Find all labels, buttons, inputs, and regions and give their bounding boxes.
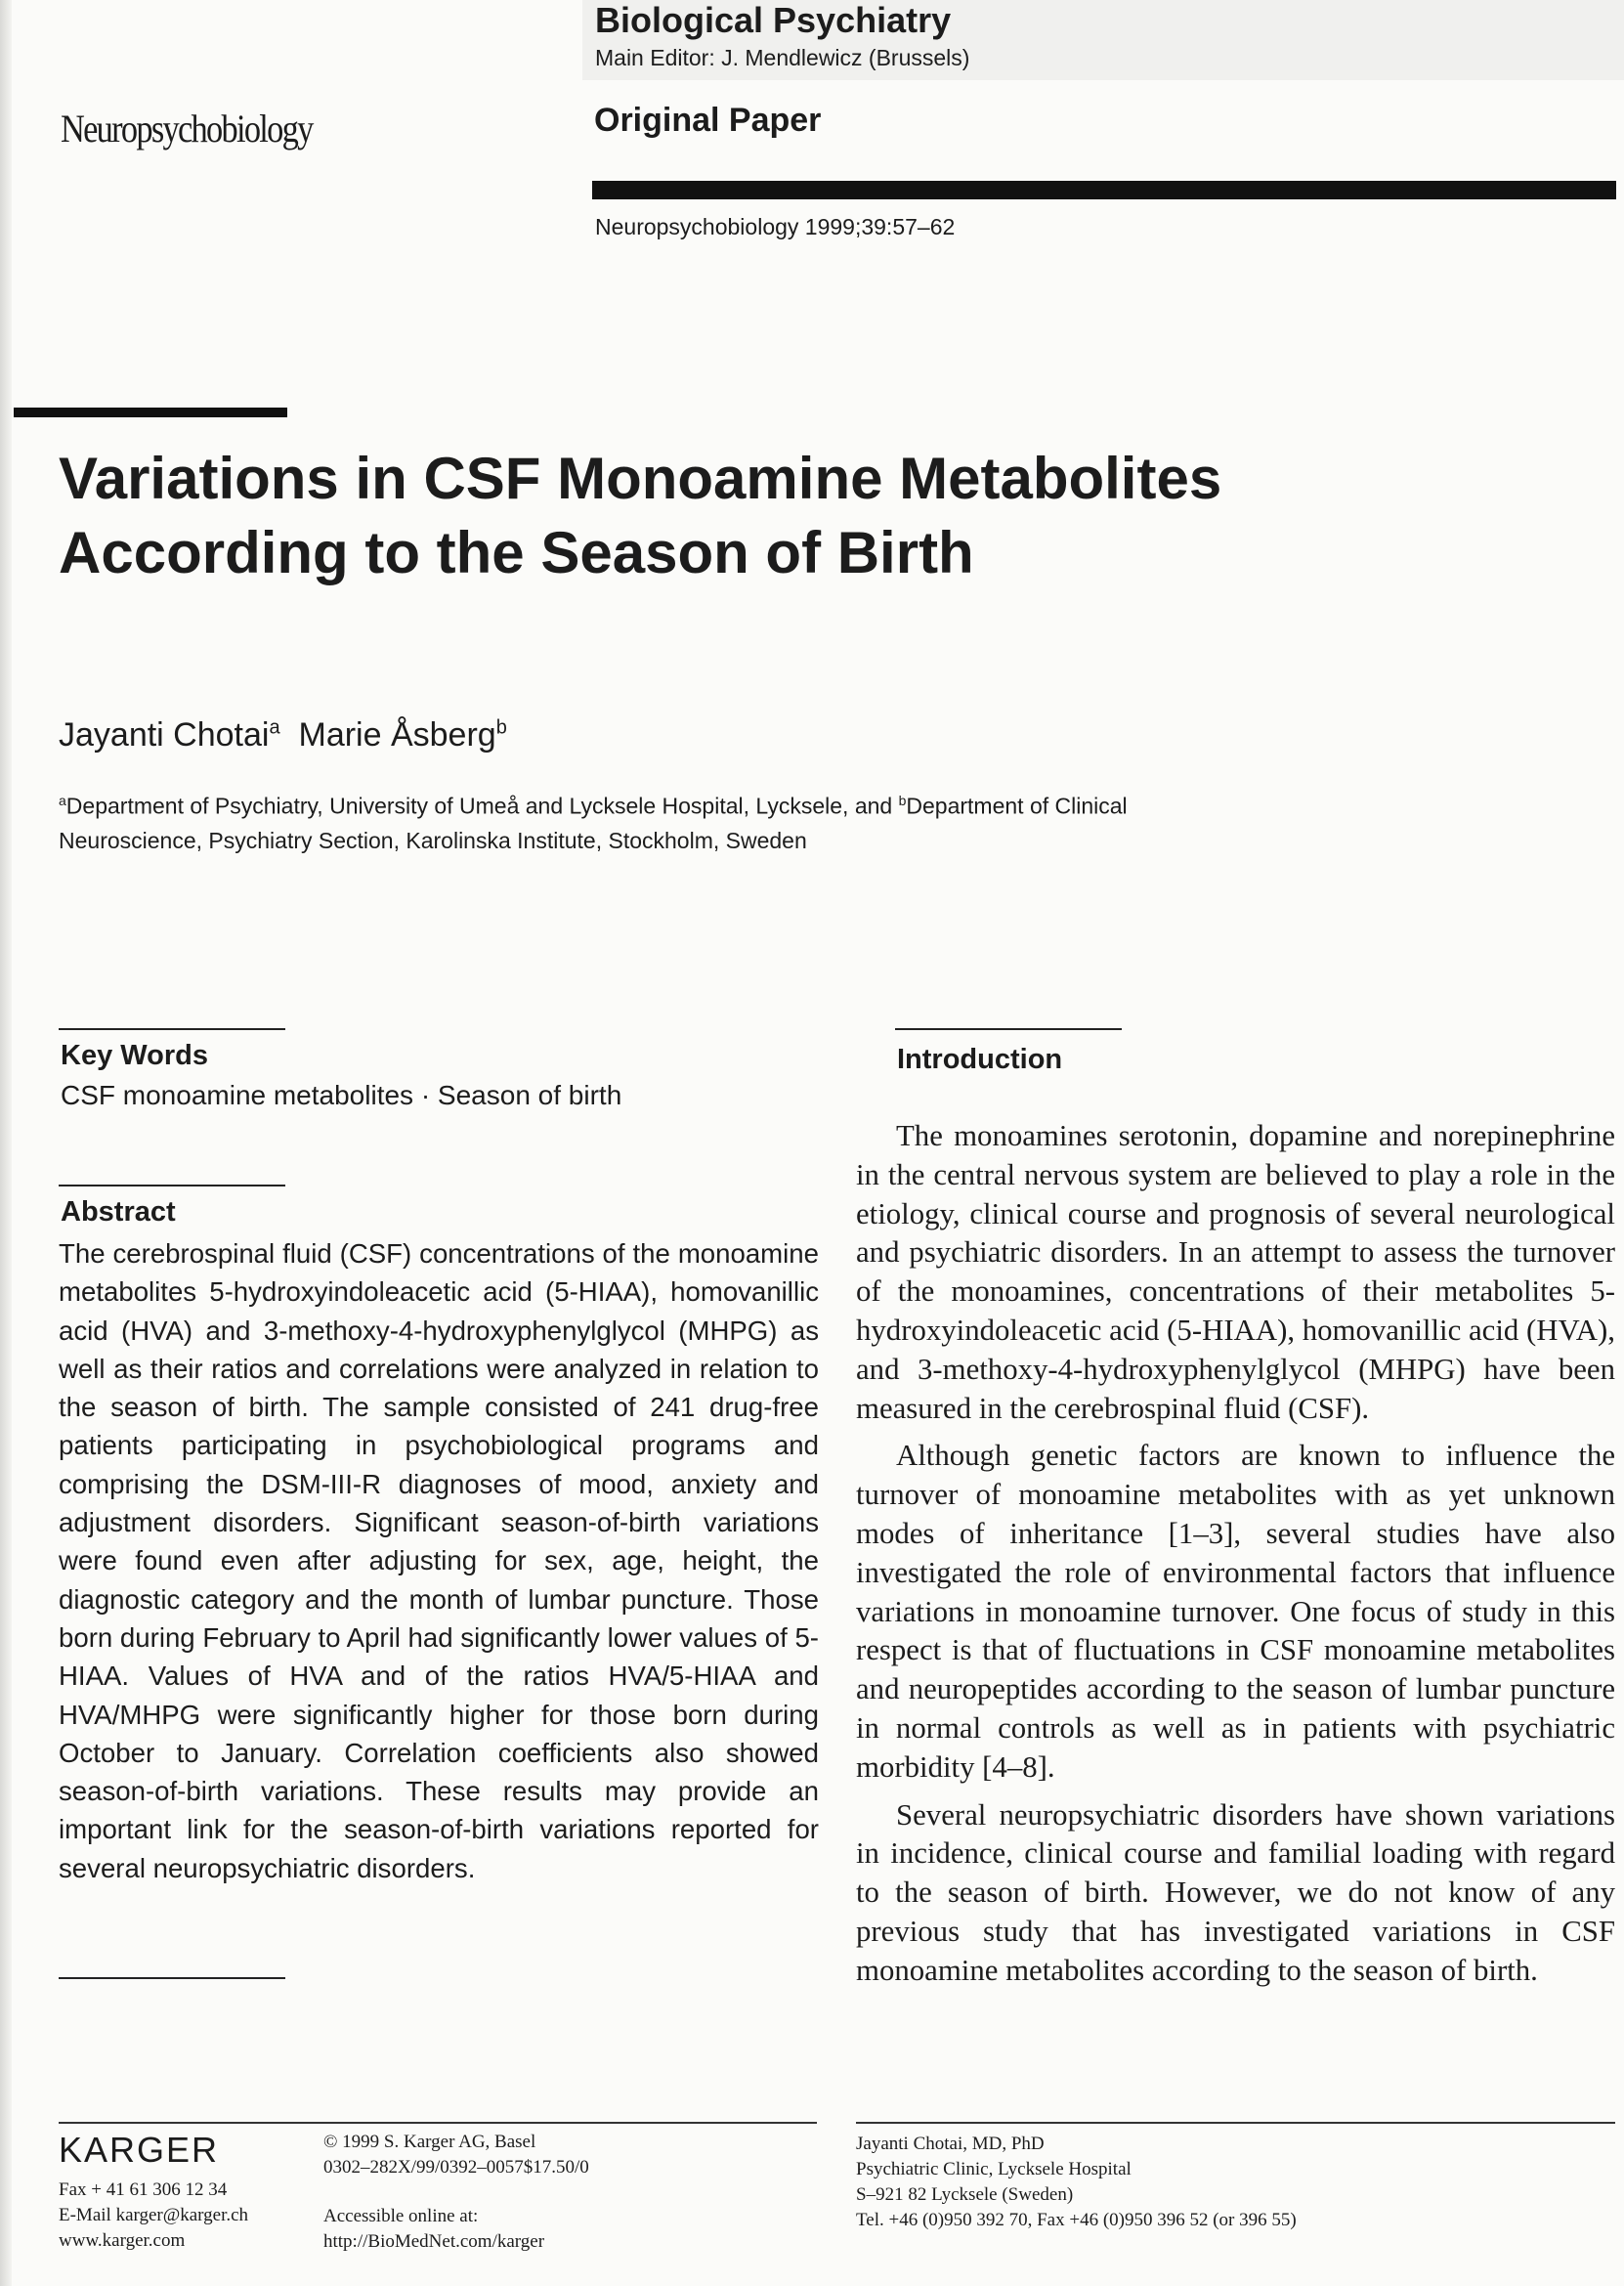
paper-type: Original Paper	[594, 102, 822, 139]
citation: Neuropsychobiology 1999;39:57–62	[595, 214, 956, 239]
main-editor: Main Editor: J. Mendlewicz (Brussels)	[595, 45, 970, 70]
publisher-fax: Fax + 41 61 306 12 34	[59, 2179, 228, 2200]
journal-title: Biological Psychiatry	[595, 0, 952, 40]
author-affil-mark: b	[495, 716, 507, 739]
header-rule	[592, 181, 1616, 199]
online-access	[323, 2204, 544, 2255]
correspondence-city: S–921 82 Lycksele (Sweden)	[856, 2184, 1074, 2205]
article-title: Variations in CSF Monoamine Metabolites According to the Season of Birth	[59, 446, 1222, 585]
affil-text: Department of Psychiatry, University of Umeå and Lycksele Hospital, Lycksele, and	[65, 793, 899, 819]
abstract-heading: Abstract	[61, 1196, 176, 1228]
journal-logo: Neuropsychobiology	[61, 107, 313, 151]
correspondence-name: Jayanti Chotai, MD, PhD	[856, 2134, 1045, 2154]
introduction-paragraph: The monoamines serotonin, dopamine and norepinephrine in the central nervous system are believed to play a role in the etiology, clinical course and prognosis of several neurological and psychiatric disorders. In an attempt to assess the turnover of the monoamines, concentrations of their metabolites 5-hydroxyindoleacetic acid (5-HIAA), homovanillic acid (HVA), and 3-methoxy-4-hydroxyphenylglycol (MHPG) have been measured in the cerebrospinal fluid (CSF).	[856, 1119, 1615, 1425]
page-edge-shadow	[0, 0, 12, 2286]
author-affil-mark: a	[269, 716, 280, 739]
publisher-contact	[59, 2178, 248, 2254]
issn-line: 0302–282X/99/0392–0057$17.50/0	[323, 2157, 589, 2178]
affil-mark: a	[59, 793, 66, 808]
publisher-email: E-Mail karger@karger.ch	[59, 2205, 249, 2225]
footer-rule-left	[59, 2122, 817, 2124]
introduction-paragraph: Although genetic factors are known to influence the turnover of monoamine metabolites with as yet unknown modes of inheritance [1–3], several studies have also investigated the role of environmental factors that influence variations in monoamine turnover. One focus of study in this respect is that of fluctuations in CSF monoamine metabolites and neuropeptides according to the season of lumbar puncture in normal controls as well as in patients with psychiatric morbidity [4–8].	[856, 1439, 1615, 1784]
publisher-logo: KARGER	[59, 2130, 220, 2170]
keywords-heading: Key Words	[61, 1040, 208, 1071]
introduction-rule	[895, 1028, 1122, 1030]
keywords-text: CSF monoamine metabolites · Season of birth	[61, 1080, 622, 1110]
abstract-text: The cerebrospinal fluid (CSF) concentrations of the monoamine metabolites 5-hydroxyindoleacetic acid (5-HIAA), homovanillic acid (HVA) and 3-methoxy-4-hydroxyphenylglycol (MHPG) as well as their ratios and correlations were analyzed in relation to the season of birth. The sample consisted of 241 drug-free patients participating in psychobiological programs and comprising the DSM-III-R diagnoses of mood, anxiety and adjustment disorders. Significant season-of-birth variations were found even after adjusting for sex, age, height, the diagnostic category and the month of lumbar puncture. Those born during February to April had significantly lower values of 5-HIAA. Values of HVA and of the ratios HVA/5-HIAA and HVA/MHPG were significantly higher for those born during October to January. Correlation coefficients also showed season-of-birth variations. These results may provide an important link for the season-of-birth variations reported for several neuropsychiatric disorders.	[59, 1238, 819, 1883]
keywords-rule	[59, 1028, 285, 1030]
online-label: Accessible online at:	[323, 2206, 479, 2226]
online-url: http://BioMedNet.com/karger	[323, 2231, 545, 2252]
affil-mark: b	[898, 793, 907, 808]
introduction-heading: Introduction	[897, 1044, 1063, 1075]
introduction-paragraph: Several neuropsychiatric disorders have shown variations in incidence, clinical course and familial loading with regard to the season of birth. However, we do not know of any previous study that has investigated variations in CSF monoamine metabolites according to the season of birth.	[856, 1797, 1615, 1987]
correspondence-institution: Psychiatric Clinic, Lycksele Hospital	[856, 2159, 1132, 2179]
publisher-website: www.karger.com	[59, 2230, 186, 2251]
copyright-block	[323, 2130, 589, 2180]
footer-rule-right	[856, 2122, 1615, 2124]
affiliations	[59, 784, 1192, 858]
correspondence-phone: Tel. +46 (0)950 392 70, Fax +46 (0)950 396 52 (or 396 55)	[856, 2210, 1297, 2230]
correspondence-address	[856, 2132, 1297, 2233]
copyright-line: © 1999 S. Karger AG, Basel	[323, 2132, 536, 2152]
author-name: Jayanti Chotai	[59, 716, 270, 754]
title-rule	[14, 408, 287, 417]
abstract-end-rule	[59, 1977, 285, 1979]
author-name: Marie Åsberg	[298, 716, 496, 754]
introduction-body	[856, 1117, 1615, 2000]
authors	[59, 716, 507, 755]
abstract-rule	[59, 1185, 285, 1186]
affil-text: Department of Clinical Neuroscience, Psychiatry Section, Karolinska Institute, Stockholm, Sweden	[59, 793, 1128, 853]
